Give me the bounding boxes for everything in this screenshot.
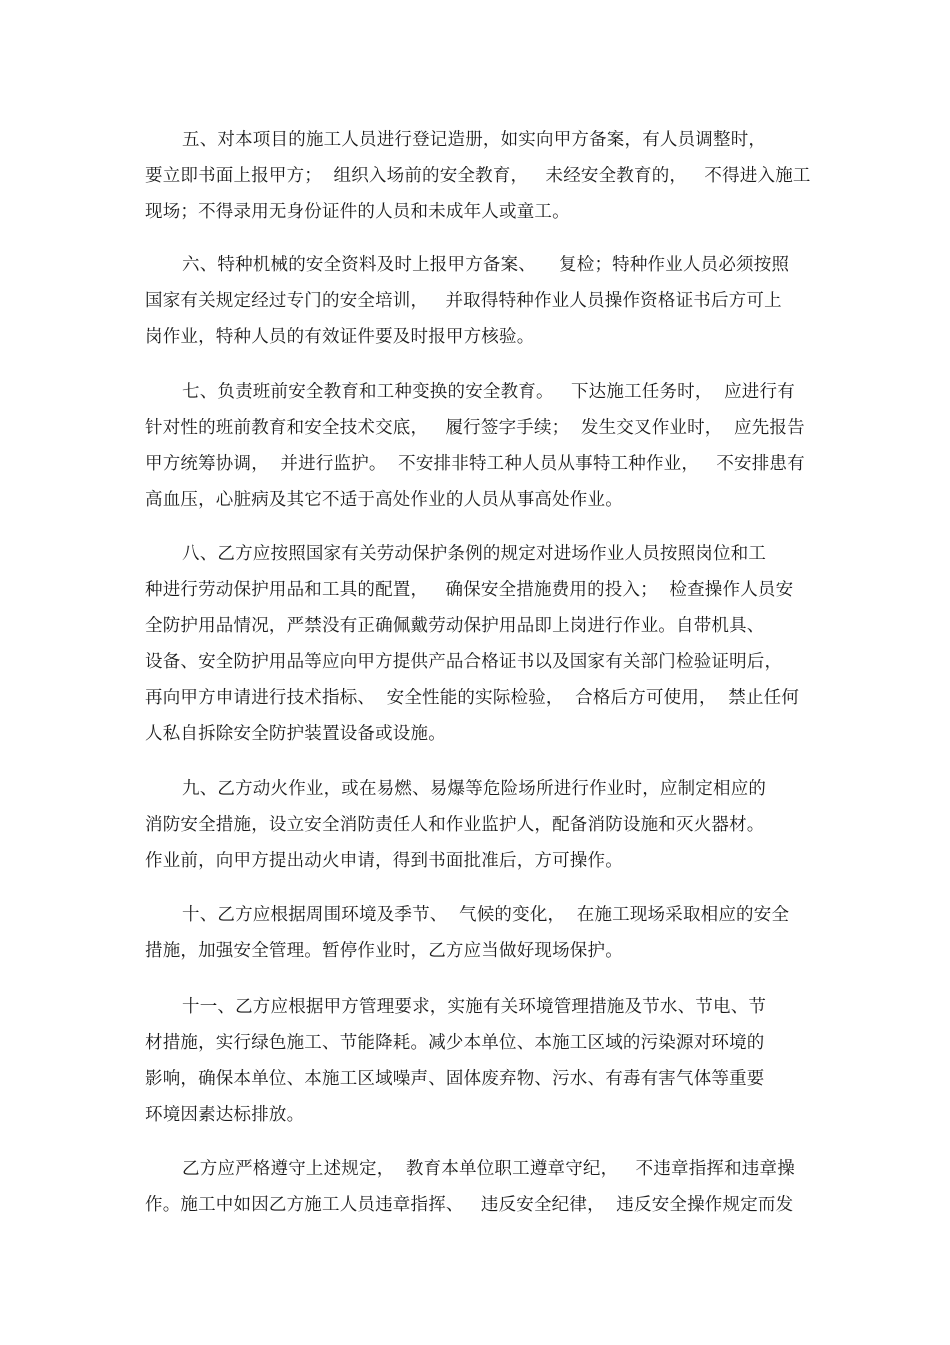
text-line: 种进行劳动保护用品和工具的配置， 确保安全措施费用的投入； 检查操作人员安 (145, 580, 794, 600)
text-line: 甲方统筹协调， 并进行监护。 不安排非特工种人员从事特工种作业， 不安排患有 (145, 454, 805, 474)
text-line: 八、乙方应按照国家有关劳动保护条例的规定对进场作业人员按照岗位和工 (182, 544, 767, 564)
text-line: 七、负责班前安全教育和工种变换的安全教育。 下达施工任务时， 应进行有 (182, 382, 795, 402)
text-line: 针对性的班前教育和安全技术交底， 履行签字手续； 发生交叉作业时， 应先报告 (145, 418, 805, 438)
text-line: 设备、安全防护用品等应向甲方提供产品合格证书以及国家有关部门检验证明后， (145, 652, 783, 672)
text-line: 要立即书面上报甲方； 组织入场前的安全教育， 未经安全教育的， 不得进入施工 (145, 166, 811, 186)
text-line: 措施，加强安全管理。暂停作业时，乙方应当做好现场保护。 (145, 941, 623, 961)
text-line: 作。施工中如因乙方施工人员违章指挥、 违反安全纪律， 违反安全操作规定而发 (145, 1195, 794, 1215)
text-line: 全防护用品情况，严禁没有正确佩戴劳动保护用品即上岗进行作业。自带机具、 (145, 616, 765, 636)
text-line: 乙方应严格遵守上述规定， 教育本单位职工遵章守纪， 不违章指挥和违章操 (182, 1159, 795, 1179)
text-line: 十、乙方应根据周围环境及季节、 气候的变化， 在施工现场采取相应的安全 (182, 905, 790, 925)
text-line: 五、对本项目的施工人员进行登记造册，如实向甲方备案，有人员调整时， (182, 130, 767, 150)
text-line: 作业前，向甲方提出动火申请，得到书面批准后，方可操作。 (145, 851, 623, 871)
text-line: 国家有关规定经过专门的安全培训， 并取得特种作业人员操作资格证书后方可上 (145, 291, 782, 311)
text-line: 影响，确保本单位、本施工区域噪声、固体废弃物、污水、有毒有害气体等重要 (145, 1069, 765, 1089)
text-line: 十一、乙方应根据甲方管理要求，实施有关环境管理措施及节水、节电、节 (182, 997, 767, 1017)
text-line: 六、特种机械的安全资料及时上报甲方备案、 复检；特种作业人员必须按照 (182, 255, 790, 275)
text-line: 再向甲方申请进行技术指标、 安全性能的实际检验， 合格后方可使用， 禁止任何 (145, 688, 800, 708)
text-line: 人私自拆除安全防护装置设备或设施。 (145, 724, 446, 744)
text-line: 消防安全措施，设立安全消防责任人和作业监护人，配备消防设施和灭火器材。 (145, 815, 765, 835)
text-line: 九、乙方动火作业，或在易燃、易爆等危险场所进行作业时，应制定相应的 (182, 779, 767, 799)
text-line: 现场；不得录用无身份证件的人员和未成年人或童工。 (145, 202, 570, 222)
text-line: 岗作业，特种人员的有效证件要及时报甲方核验。 (145, 327, 535, 347)
text-line: 高血压，心脏病及其它不适于高处作业的人员从事高处作业。 (145, 490, 623, 510)
text-line: 材措施，实行绿色施工、节能降耗。减少本单位、本施工区域的污染源对环境的 (145, 1033, 765, 1053)
text-line: 环境因素达标排放。 (145, 1105, 305, 1125)
